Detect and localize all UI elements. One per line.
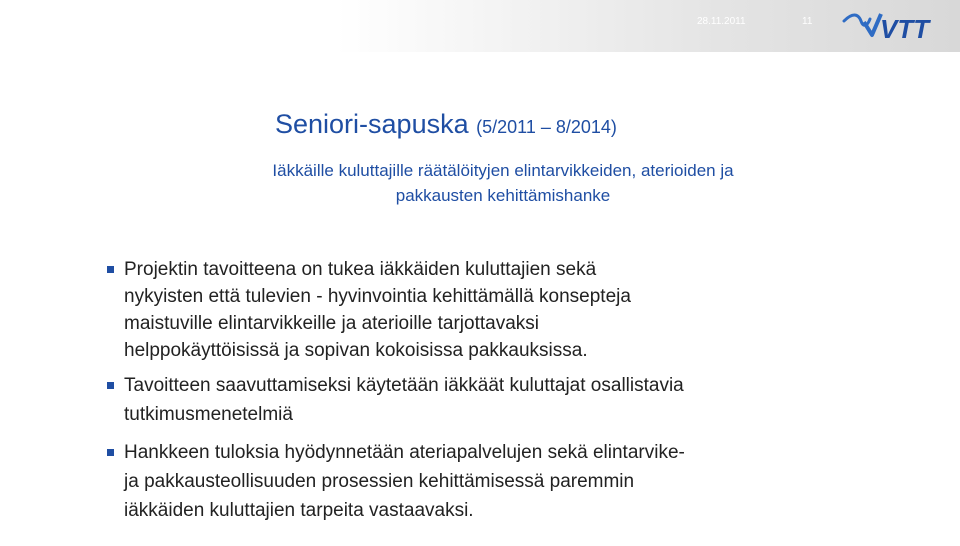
bullet-item	[104, 256, 864, 364]
square-bullet-icon	[107, 266, 114, 273]
slide-date: 28.11.2011	[697, 16, 746, 27]
square-bullet-icon	[107, 449, 114, 456]
subtitle-line-1: Iäkkäille kuluttajille räätälöityjen elintarvikkeiden, aterioiden ja	[272, 161, 734, 180]
bullet-item	[104, 371, 864, 429]
bullet-line: maistuville elintarvikkeille ja aterioille tarjottavaksi	[124, 313, 539, 334]
bullet-line: iäkkäiden kuluttajien tarpeita vastaavaksi.	[124, 500, 474, 521]
bullet-line: helppokäyttöisissä ja sopivan kokoisissa pakkauksissa.	[124, 340, 588, 361]
bullet-line: nykyisten että tulevien - hyvinvointia kehittämällä konsepteja	[124, 286, 631, 307]
header-bar	[0, 0, 960, 52]
square-bullet-icon	[107, 382, 114, 389]
title-main: Seniori-sapuska	[275, 109, 469, 139]
vtt-logo	[842, 8, 946, 44]
bullet-list	[104, 256, 864, 525]
slide-title	[275, 109, 617, 140]
subtitle-line-2: pakkausten kehittämishanke	[395, 186, 611, 205]
vtt-logo-check	[864, 14, 881, 35]
slide-subtitle	[178, 158, 828, 208]
bullet-line: tutkimusmenetelmiä	[124, 404, 293, 425]
bullet-line: Hankkeen tuloksia hyödynnetään ateriapalvelujen sekä elintarvike-	[124, 442, 685, 463]
bullet-line: Tavoitteen saavuttamiseksi käytetään iäkkäät kuluttajat osallistavia	[124, 375, 684, 396]
title-dates: (5/2011 – 8/2014)	[476, 117, 617, 137]
vtt-logo-text: VTT	[880, 14, 930, 44]
bullet-line: ja pakkausteollisuuden prosessien kehittämisessä paremmin	[124, 471, 635, 492]
bullet-item	[104, 438, 864, 525]
slide-page-number: 11	[802, 16, 813, 27]
bullet-line: Projektin tavoitteena on tukea iäkkäiden kuluttajien sekä	[124, 259, 597, 280]
